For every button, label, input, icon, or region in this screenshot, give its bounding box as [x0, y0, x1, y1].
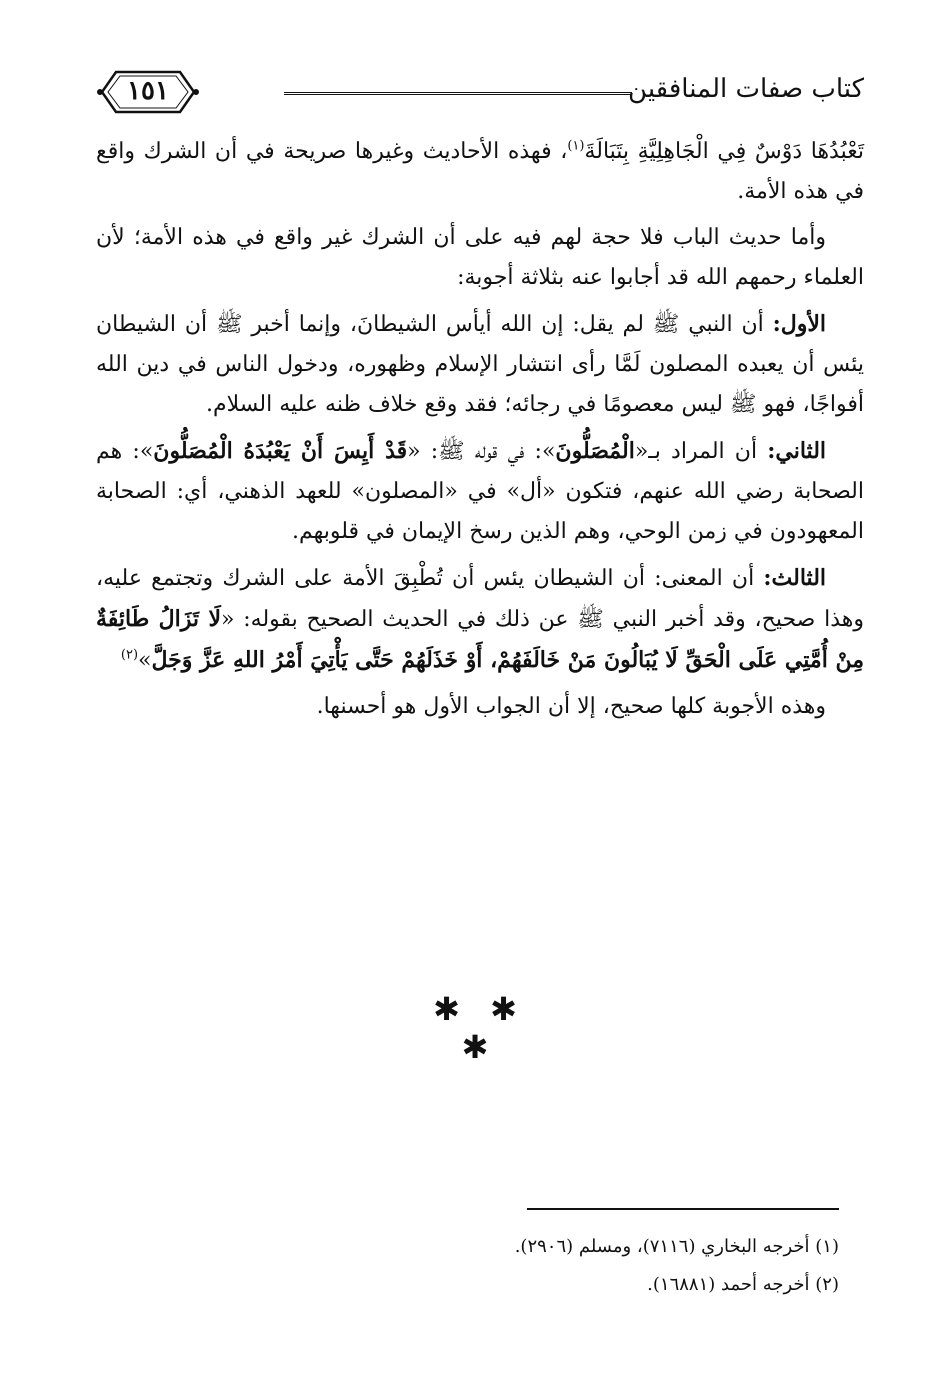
book-title: كتاب صفات المنافقين: [628, 74, 864, 104]
paragraph: [96, 132, 864, 212]
answer-label: الثالث:: [763, 565, 827, 591]
footnote: (١) أخرجه البخاري (٧١١٦)، ومسلم (٢٩٠٦).: [514, 1236, 839, 1257]
footnote-rule: [527, 1208, 839, 1210]
paragraph-text: »: [138, 648, 152, 673]
footnote-ref: (٢): [120, 647, 139, 663]
paragraph-text: »: هم الصحابة رضي الله عنهم، فتكون «أل» في «المصلون» للعهد الذهني، أي: الصحابة المعهودون في زمن الوحي، وهم الذين رسخ الإيمان في قلوبهم.: [96, 439, 864, 544]
paragraph-text: وهذه الأجوبة كلها صحيح، إلا أن الجواب الأول هو أحسنها.: [316, 694, 826, 719]
quoted-hadith-fragment: تَعْبُدُهَا دَوْسٌ فِي الْجَاهِلِيَّةِ بِتَبَالَةَ: [584, 139, 864, 164]
paragraph-text: وأما حديث الباب فلا حجة لهم فيه على أن الشرك غير واقع في هذه الأمة؛ لأن العلماء رحمهم الله قد أجابوا عنه بثلاثة أجوبة:: [96, 225, 864, 290]
page-number-ornament: [96, 66, 200, 118]
paragraph-answer-2: [96, 431, 864, 552]
bold-term: الْمُصَلُّونَ: [555, 438, 635, 464]
footnote: (٢) أخرجه أحمد (١٦٨٨١).: [647, 1274, 839, 1295]
section-separator-icon: ✱ ✱ ✱: [433, 990, 527, 1066]
paragraph-text: »: في قوله ﷺ: «: [407, 439, 556, 464]
paragraph-text: أن النبي ﷺ لم يقل: إن الله أيأس الشيطانَ، وإنما أخبر ﷺ أن الشيطان يئس أن يعبده المصلون لَمَّا رأى انتشار الإسلام وظهوره، ودخول الناس في دين الله أفواجًا، فهو ﷺ ليس معصومًا في رجائه؛ فقد وقع خلاف ظنه عليه السلام.: [96, 312, 864, 417]
paragraph-text: أن المعنى: أن الشيطان يئس أن تُطْبِقَ الأمة على الشرك وتجتمع عليه، وهذا صحيح، وقد أخبر النبي ﷺ عن ذلك في الحديث الصحيح بقوله: «: [96, 566, 864, 632]
bold-hadith: قَدْ أَيِسَ أَنْ يَعْبُدَهُ الْمُصَلُّونَ: [153, 438, 408, 464]
paragraph: [96, 218, 864, 298]
header-rule: [284, 92, 632, 95]
paragraph: [96, 687, 864, 727]
page-number: ١٥١: [127, 76, 169, 106]
answer-label: الأول:: [772, 311, 826, 337]
paragraph-text: أن المراد بـ«: [634, 439, 758, 464]
page-header: [96, 62, 864, 122]
paragraph-answer-1: [96, 304, 864, 425]
footnote-ref: (١): [567, 138, 585, 154]
main-text: [96, 132, 864, 733]
answer-label: الثاني:: [767, 438, 827, 464]
bold-hadith: لَا تَزَالُ طَائِفَةٌ مِنْ أُمَّتِي عَلَى الْحَقِّ لَا يُبَالُونَ مَنْ خَالَفَهُمْ، أَوْ خَذَلَهُمْ حَتَّى يَأْتِيَ أَمْرُ اللهِ عَزَّ وَجَلَّ: [96, 606, 864, 673]
paragraph-text: ، فهذه الأحاديث وغيرها صريحة في أن الشرك واقع في هذه الأمة.: [96, 139, 864, 204]
paragraph-answer-3: [96, 558, 864, 681]
footnotes: [79, 1228, 839, 1304]
